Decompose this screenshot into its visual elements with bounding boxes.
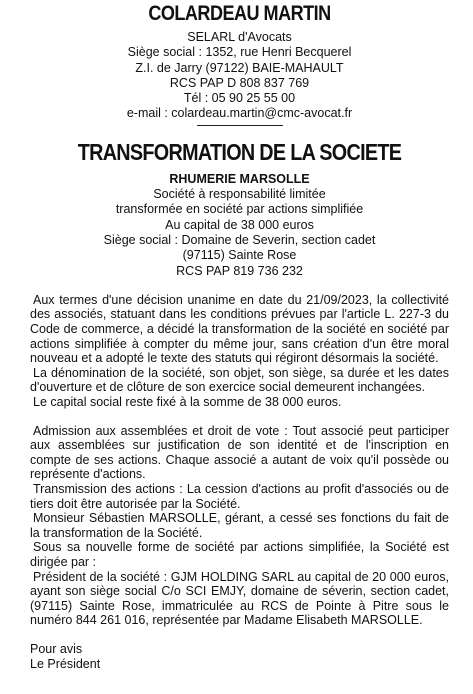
paragraph-manager: Monsieur Sébastien MARSOLLE, gérant, a cessé ses fonctions du fait de la transformation de la Société. (30, 511, 449, 540)
company-transformation: transformée en société par actions simplifiée (115, 202, 364, 217)
company-rcs: RCS PAP 819 736 232 (176, 263, 303, 278)
firm-type: SELARL d'Avocats (187, 30, 292, 44)
firm-email: e-mail : colardeau.martin@cmc-avocat.fr (126, 106, 353, 121)
paragraph-capital: Le capital social reste fixé à la somme de 38 000 euros. (33, 395, 342, 410)
paragraph-president: Président de la société : GJM HOLDING SARL au capital de 20 000 euros, ayant son siège social C/o SCI EMJY, domaine de séverin, section cadet, (97115) Sainte Rose, immatriculée au RCS de Pointe à Pitre sous le numéro 844 261 016, représentée par Madame Elisabeth MARSOLLE. (30, 569, 449, 628)
paragraph-decision: Aux termes d'une décision unanime en date du 21/09/2023, la collectivité des associés, statuant dans les conditions prévues par l'article L. 227-3 du Code de commerce, a décidé la transformation de la société en société par actions simplifiée à compter du même jour, sans création d'un être moral nouveau et a adopté le texte des statuts qui régiront désormais la société. (30, 292, 449, 366)
company-seat: Siège social : Domaine de Severin, section cadet (103, 232, 376, 247)
firm-name: COLARDEAU MARTIN (148, 2, 331, 25)
company-capital: Au capital de 38 000 euros (165, 217, 314, 232)
paragraph-transfer: Transmission des actions : La cession d'actions au profit d'associés ou de tiers doit être autorisée par la Société. (30, 481, 449, 511)
firm-address-line-1: Siège social : 1352, rue Henri Becquerel (127, 45, 352, 60)
company-form: Société à responsabilité limitée (153, 187, 326, 202)
paragraph-admission: Admission aux assemblées et droit de vote : Tout associé peut participer aux assemblées sur justification de son identité et de l'inscription en compte de ses actions. Chaque associé a autant de voix qu'il possède ou représente d'actions. (30, 423, 449, 482)
signoff (30, 642, 449, 672)
notice-body (30, 293, 449, 628)
company-details (30, 187, 449, 279)
signoff-president: Le Président (30, 656, 101, 671)
paragraph-name-unchanged: La dénomination de la société, son objet, son siège, sa durée et les dates d'ouverture et de clôture de son exercice social demeurent inchangées. (30, 365, 449, 395)
firm-phone: Tél : 05 90 25 55 00 (183, 91, 296, 106)
company-name: RHUMERIE MARSOLLE (169, 171, 310, 186)
notice-headline: TRANSFORMATION DE LA SOCIETE (77, 138, 402, 165)
company-postal: (97115) Sainte Rose (182, 248, 297, 263)
firm-details (30, 30, 449, 122)
firm-rcs: RCS PAP D 808 837 769 (169, 75, 310, 90)
paragraph-direction: Sous sa nouvelle forme de société par actions simplifiée, la Société est dirigée par : (30, 540, 449, 569)
signoff-pour-avis: Pour avis (30, 641, 83, 656)
legal-notice-page (0, 2, 473, 694)
firm-address-line-2: Z.I. de Jarry (97122) BAIE-MAHAULT (135, 60, 344, 75)
divider-rule (197, 125, 283, 126)
